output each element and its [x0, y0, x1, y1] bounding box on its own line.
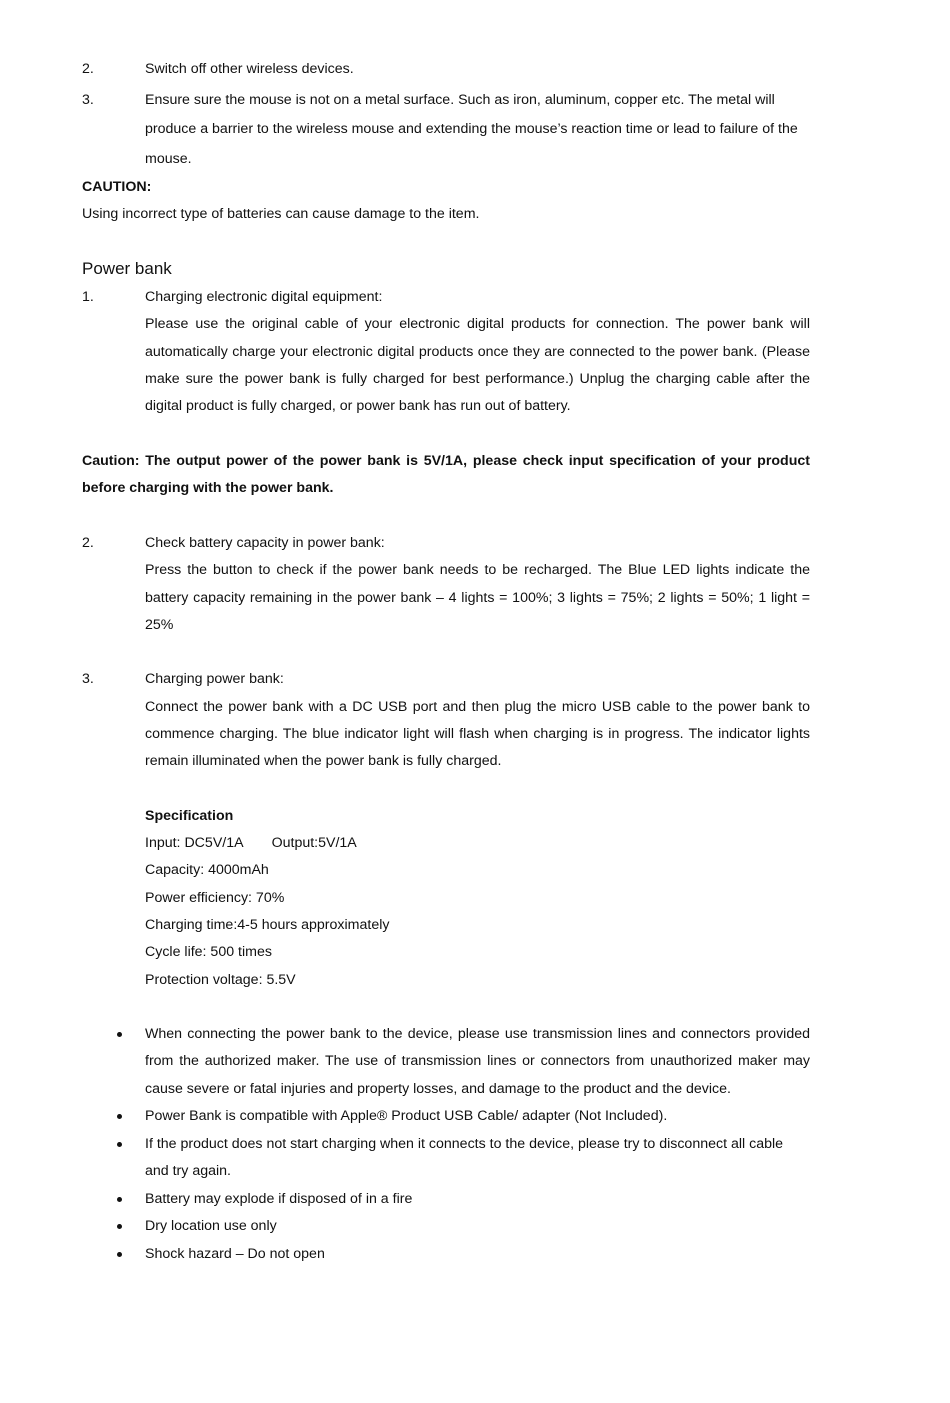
- list-title: Check battery capacity in power bank:: [145, 534, 385, 551]
- specification-title: Specification: [145, 807, 234, 824]
- list-title: Charging electronic digital equipment:: [145, 288, 383, 305]
- bullet-item: [82, 1186, 810, 1214]
- list-number: 1.: [82, 288, 94, 305]
- bullet-text: If the product does not start charging when it connects to the device, please try to disconnect all cable and try again.: [145, 1135, 784, 1180]
- bullet-item: [82, 1103, 810, 1131]
- bullet-icon: [82, 1131, 145, 1186]
- paragraph: Connect the power bank with a DC USB port and then plug the micro USB cable to the power bank to commence charging. The blue indicator light will flash when charging is in progress. The indicator lights remain illuminated when the power bank is fully charged.: [145, 698, 810, 770]
- document-page: [82, 58, 810, 1268]
- list-number: 2.: [82, 534, 94, 551]
- caution-title: CAUTION:: [82, 178, 152, 195]
- list-text: Switch off other wireless devices.: [145, 61, 354, 77]
- list-item: [82, 666, 810, 694]
- bullet-text: When connecting the power bank to the device, please use transmission lines and connectors provided from the authorized maker. The use of transmission lines or connectors from unauthorized maker may cause severe or fatal injuries and property losses, and damage to the product and the device.: [145, 1025, 810, 1097]
- list-text: Ensure sure the mouse is not on a metal surface. Such as iron, aluminum, copper etc. The metal will produce a barrier to the wireless mouse and extending the mouse’s reaction time or lead to failure of the mouse.: [145, 92, 798, 167]
- bullet-icon: [82, 1021, 145, 1104]
- spec-output: Output:5V/1A: [271, 835, 357, 852]
- bullet-text: Power Bank is compatible with Apple® Product USB Cable/ adapter (Not Included).: [145, 1108, 668, 1125]
- bullet-item: [82, 1021, 810, 1104]
- caution-paragraph: Caution: The output power of the power bank is 5V/1A, please check input specification of your product before charging with the power bank.: [82, 452, 810, 497]
- list-number: 3.: [82, 671, 94, 688]
- bullet-list: [82, 1021, 810, 1269]
- spec-capacity: Capacity: 4000mAh: [145, 862, 269, 879]
- list-title: Charging power bank:: [145, 671, 284, 688]
- list-number: 2.: [82, 61, 94, 77]
- paragraph: Please use the original cable of your electronic digital products for connection. The power bank will automatically charge your electronic digital products once they are connected to the power bank. (Please make sure the power bank is fully charged for best performance.) Unplug the charging cable after the digital product is fully charged, or power bank has run out of battery.: [145, 316, 810, 415]
- bullet-icon: [82, 1103, 145, 1131]
- spec-cycle-life: Cycle life: 500 times: [145, 944, 272, 961]
- bullet-icon: [82, 1241, 145, 1269]
- specification-block: [82, 803, 810, 994]
- bullet-text: Dry location use only: [145, 1218, 277, 1235]
- spec-charging-time: Charging time:4-5 hours approximately: [145, 916, 390, 933]
- list-item: [82, 284, 810, 312]
- bullet-item: [82, 1131, 810, 1186]
- bullet-icon: [82, 1186, 145, 1214]
- bullet-item: [82, 1241, 810, 1269]
- caution-text: Using incorrect type of batteries can cause damage to the item.: [82, 205, 480, 222]
- list-item: [82, 86, 810, 174]
- list-number: 3.: [82, 92, 94, 108]
- paragraph: Press the button to check if the power bank needs to be recharged. The Blue LED lights indicate the battery capacity remaining in the power bank – 4 lights = 100%; 3 lights = 75%; 2 lights = 50%; 1 light = 25%: [145, 562, 810, 634]
- list-item: [82, 530, 810, 558]
- spec-input: Input: DC5V/1A: [145, 835, 244, 852]
- bullet-text: Shock hazard – Do not open: [145, 1245, 325, 1262]
- spec-efficiency: Power efficiency: 70%: [145, 889, 285, 906]
- bullet-icon: [82, 1213, 145, 1241]
- section-heading: Power bank: [82, 258, 172, 278]
- spec-input-output: [145, 830, 810, 857]
- bullet-item: [82, 1213, 810, 1241]
- spec-protection: Protection voltage: 5.5V: [145, 971, 296, 988]
- list-item: [82, 58, 810, 80]
- bullet-text: Battery may explode if disposed of in a fire: [145, 1190, 413, 1207]
